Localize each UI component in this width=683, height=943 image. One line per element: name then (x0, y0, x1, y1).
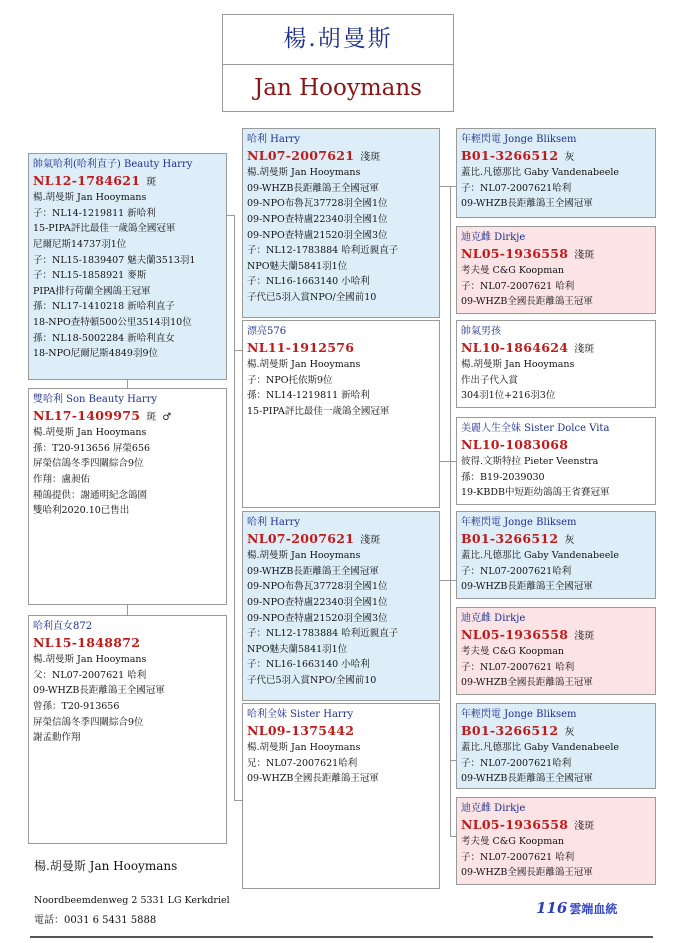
info-line: 楊.胡曼斯 Jan Hooymans (247, 359, 361, 371)
ring-number: NL07-2007621 (247, 147, 355, 163)
pigeon-color: 淺斑 (574, 249, 595, 261)
pigeon-color: 淺斑 (574, 630, 595, 642)
title-chinese: 楊.胡曼斯 (223, 15, 453, 65)
title-english: Jan Hooymans (254, 75, 422, 101)
bottom-divider (30, 936, 653, 938)
logo-number: 116 (536, 899, 568, 917)
info-line: 子：NL07-2007621 哈利 (461, 280, 575, 292)
info-line: 孫：B19-2039030 (461, 471, 545, 483)
info-line: 子：NL07-2007621哈利 (461, 182, 572, 194)
info-line: 09-NPO布魯瓦37728羽全國1位 (247, 581, 388, 593)
pigeon-name: 美麗人生全妹 Sister Dolce Vita (461, 423, 610, 434)
info-line: NPO魅夫蘭5841羽1位 (247, 260, 348, 272)
ring-number: NL05-1936558 (461, 816, 569, 832)
ring-number: NL05-1936558 (461, 626, 569, 642)
pigeon-color: 灰 (564, 534, 575, 546)
pigeon-name: 雙哈利 Son Beauty Harry (33, 394, 158, 405)
info-line: 彼得.文斯特拉 Pieter Veenstra (461, 456, 599, 468)
info-line: 父：NL07-2007621 哈利 (33, 669, 147, 681)
info-line: 孫：NL14-1219811 新哈利 (247, 390, 370, 402)
pigeon-color: 斑 (146, 411, 157, 423)
pigeon-color: 淺斑 (574, 820, 595, 832)
male-icon: ♂ (162, 411, 172, 423)
info-line: 09-NPO查特盧21520羽全國3位 (247, 612, 388, 624)
connector (450, 716, 451, 836)
info-line: 子：NL16-1663140 小哈利 (247, 276, 370, 288)
connector (450, 186, 451, 716)
great-grandparent-card (456, 128, 656, 218)
info-line: 15-PIPA評比最佳一歲鴿全國冠軍 (33, 223, 176, 235)
subject-card (28, 153, 227, 380)
ring-number: NL10-1864624 (461, 339, 569, 355)
grandsire-card (242, 511, 440, 701)
pigeon-name: 迪克雌 Dirkje (461, 613, 526, 624)
info-line: 09-WHZB長距離鴿王全國冠軍 (247, 182, 379, 194)
info-line: 子：NL07-2007621 哈利 (461, 851, 575, 863)
ring-number: NL09-1375442 (247, 722, 355, 738)
info-line: 子代已5羽入賞NPO/全國前10 (247, 674, 377, 686)
info-line: 304羽1位+216羽3位 (461, 390, 556, 402)
connector (440, 580, 456, 581)
pigeon-color: 淺斑 (360, 151, 381, 163)
footer-address: Noordbeemdenweg 2 5331 LG Kerkdriel (34, 895, 230, 906)
info-line: 15-PIPA評比最佳一歲鴿全國冠軍 (247, 405, 390, 417)
grandsire-card (242, 128, 440, 318)
info-line: 子：NL15-1839407 魅夫蘭3513羽1 (33, 254, 196, 266)
info-line: 考夫曼 C&G Koopman (461, 265, 565, 277)
ring-number: NL12-1784621 (33, 172, 141, 188)
info-line: 子：NL15-1858921 麥斯 (33, 270, 147, 282)
dam-card (28, 615, 227, 844)
info-line: 蓋比.凡德那比 Gaby Vandenabeele (461, 742, 620, 754)
great-grandparent-card (456, 703, 656, 789)
ring-number: B01-3266512 (461, 530, 559, 546)
pigeon-name: 哈利直女872 (33, 621, 93, 632)
info-line: 尼爾尼斯14737羽1位 (33, 238, 127, 250)
connector (234, 215, 235, 800)
great-grandparent-card (456, 226, 656, 314)
info-line: 09-WHZB長距離鴿王全國冠軍 (461, 773, 593, 785)
info-line: PIPA排行荷蘭全國鴿王冠軍 (33, 285, 151, 297)
info-line: 楊.胡曼斯 Jan Hooymans (247, 550, 361, 562)
info-line: 屏榮信鴿冬季四關綜合9位 (33, 458, 144, 470)
connector (127, 380, 128, 388)
info-line: 謝孟勳作翔 (33, 732, 81, 744)
pigeon-color: 淺斑 (574, 343, 595, 355)
info-line: 子：NL07-2007621 哈利 (461, 661, 575, 673)
pigeon-name: 年輕閃電 Jonge Bliksem (461, 134, 577, 145)
info-line: 09-NPO查特盧22340羽全國1位 (247, 596, 388, 608)
info-line: 子：NL16-1663140 小哈利 (247, 659, 370, 671)
connector (440, 186, 456, 187)
info-line: 考夫曼 C&G Koopman (461, 836, 565, 848)
ring-number: NL07-2007621 (247, 530, 355, 546)
pigeon-name: 年輕閃電 Jonge Bliksem (461, 709, 577, 720)
info-line: 孫：NL17-1410218 新哈利直子 (33, 301, 175, 313)
info-line: 09-WHZB長距離鴿王全國冠軍 (33, 685, 165, 697)
footer-breeder: 楊.胡曼斯 Jan Hooymans (34, 859, 178, 873)
info-line: 孫：NL18-5002284 新哈利直女 (33, 332, 175, 344)
info-line: 蓋比.凡德那比 Gaby Vandenabeele (461, 550, 620, 562)
pigeon-color: 灰 (564, 726, 575, 738)
info-line: 子代已5羽入賞NPO/全國前10 (247, 291, 377, 303)
info-line: 曾孫：T20-913656 (33, 700, 120, 712)
granddam-card (242, 703, 440, 889)
info-line: 18-NPO查特頓500公里3514羽10位 (33, 316, 192, 328)
info-line: 09-WHZB長距離鴿王全國冠軍 (461, 581, 593, 593)
info-line: 考夫曼 C&G Koopman (461, 646, 565, 658)
info-line: 子：NL12-1783884 哈利近親直子 (247, 628, 399, 640)
info-line: 09-WHZB全國長距離鴿王冠軍 (461, 296, 593, 308)
info-line: 楊.胡曼斯 Jan Hooymans (33, 654, 147, 666)
brand-logo (536, 898, 617, 917)
great-grandparent-card (456, 320, 656, 408)
info-line: 09-WHZB全國長距離鴿王冠軍 (461, 677, 593, 689)
great-grandparent-card (456, 511, 656, 599)
pigeon-name: 迪克雌 Dirkje (461, 232, 526, 243)
footer-phone: 電話：0031 6 5431 5888 (34, 915, 157, 926)
connector (234, 350, 242, 351)
pigeon-name: 迪克雌 Dirkje (461, 803, 526, 814)
sire-card (28, 388, 227, 605)
pigeon-color: 斑 (146, 176, 157, 188)
info-line: 09-NPO布魯瓦37728羽全國1位 (247, 198, 388, 210)
logo-text: 雲端血統 (569, 902, 618, 916)
great-grandparent-card (456, 417, 656, 505)
info-line: 子：NL07-2007621哈利 (461, 757, 572, 769)
ring-number: B01-3266512 (461, 722, 559, 738)
ring-number: NL10-1083068 (461, 436, 569, 452)
granddam-card (242, 320, 440, 508)
info-line: 子：NPO托依斯9位 (247, 374, 333, 386)
ring-number: NL11-1912576 (247, 339, 355, 355)
title-box (222, 14, 454, 112)
info-line: 子：NL07-2007621哈利 (461, 565, 572, 577)
pigeon-name: 帥氣哈利(哈利直子) Beauty Harry (33, 159, 193, 170)
info-line: 屏榮信鴿冬季四關綜合9位 (33, 716, 144, 728)
info-line: NPO魅夫蘭5841羽1位 (247, 643, 348, 655)
info-line: 雙哈利2020.10已售出 (33, 505, 130, 517)
info-line: 子：NL12-1783884 哈利近親直子 (247, 245, 399, 257)
info-line: 子：NL14-1219811 新哈利 (33, 207, 156, 219)
info-line: 種鴿提供：謝通明紀念鴿園 (33, 489, 148, 501)
info-line: 09-WHZB長距離鴿王全國冠軍 (461, 198, 593, 210)
great-grandparent-card (456, 607, 656, 695)
great-grandparent-card (456, 797, 656, 885)
pigeon-name: 漂亮576 (247, 326, 287, 337)
info-line: 18-NPO尼爾尼斯4849羽9位 (33, 348, 159, 360)
ring-number: NL05-1936558 (461, 245, 569, 261)
ring-number: NL15-1848872 (33, 634, 141, 650)
pigeon-name: 哈利 Harry (247, 517, 301, 528)
info-line: 楊.胡曼斯 Jan Hooymans (461, 359, 575, 371)
ring-number: B01-3266512 (461, 147, 559, 163)
pigeon-name: 哈利全妹 Sister Harry (247, 709, 354, 720)
info-line: 楊.胡曼斯 Jan Hooymans (247, 742, 361, 754)
info-line: 孫：T20-913656 屏榮656 (33, 442, 151, 454)
pigeon-color: 淺斑 (360, 534, 381, 546)
pigeon-name: 哈利 Harry (247, 134, 301, 145)
connector (440, 461, 456, 462)
info-line: 09-WHZB全國長距離鴿王冠軍 (247, 773, 379, 785)
info-line: 09-WHZB長距離鴿王全國冠軍 (247, 565, 379, 577)
ring-number: NL17-1409975 (33, 407, 141, 423)
info-line: 楊.胡曼斯 Jan Hooymans (247, 167, 361, 179)
info-line: 楊.胡曼斯 Jan Hooymans (33, 427, 147, 439)
pigeon-name: 年輕閃電 Jonge Bliksem (461, 517, 577, 528)
connector (127, 605, 128, 615)
info-line: 作出子代入賞 (461, 374, 519, 386)
info-line: 09-NPO查特盧22340羽全國1位 (247, 213, 388, 225)
info-line: 楊.胡曼斯 Jan Hooymans (33, 192, 147, 204)
info-line: 兄：NL07-2007621哈利 (247, 757, 358, 769)
info-line: 09-WHZB全國長距離鴿王冠軍 (461, 867, 593, 879)
info-line: 09-NPO查特盧21520羽全國3位 (247, 229, 388, 241)
pigeon-color: 灰 (564, 151, 575, 163)
info-line: 蓋比.凡德那比 Gaby Vandenabeele (461, 167, 620, 179)
connector (234, 800, 242, 801)
info-line: 19-KBDB中短距幼鴿鴿王省賽冠軍 (461, 487, 610, 499)
info-line: 作翔：盧昶佑 (33, 473, 91, 485)
pigeon-name: 帥氣男孩 (461, 326, 501, 337)
